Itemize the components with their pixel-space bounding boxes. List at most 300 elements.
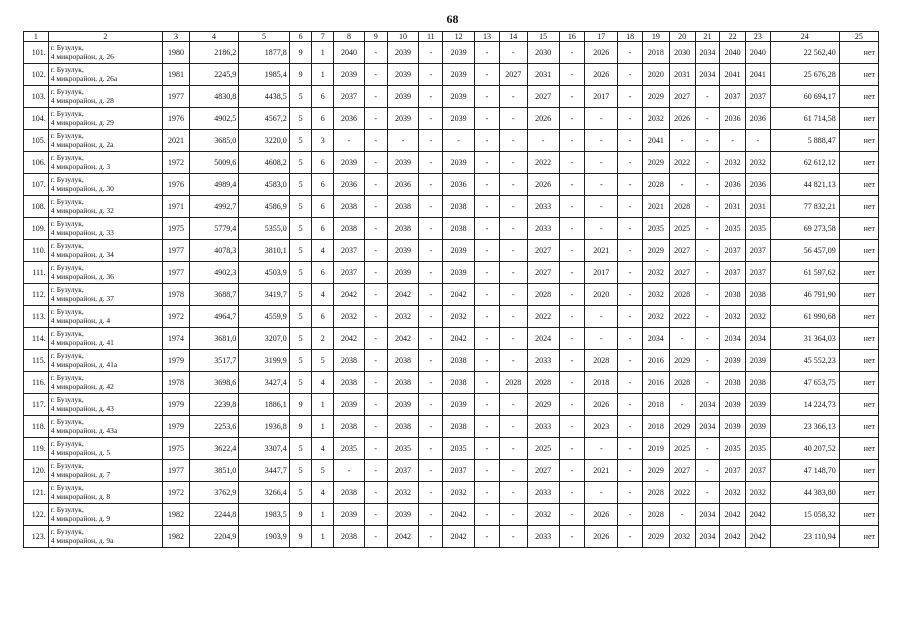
table-cell: 2034 bbox=[720, 328, 746, 350]
table-cell: - bbox=[559, 130, 585, 152]
table-cell: 2031 bbox=[745, 196, 770, 218]
table-cell: 2039 bbox=[387, 152, 419, 174]
table-cell: 2028 bbox=[669, 372, 695, 394]
table-cell: - bbox=[499, 240, 527, 262]
table-cell: 3427,4 bbox=[239, 372, 289, 394]
column-number-cell: 1 bbox=[24, 32, 49, 42]
table-cell: - bbox=[695, 372, 720, 394]
table-cell: 2020 bbox=[585, 284, 618, 306]
table-cell: 2042 bbox=[387, 328, 419, 350]
table-cell: - bbox=[559, 218, 585, 240]
table-cell: - bbox=[618, 306, 643, 328]
table-cell: - bbox=[443, 130, 475, 152]
table-cell: 2037 bbox=[334, 86, 365, 108]
row-number-cell: 116. bbox=[24, 372, 49, 394]
address-cell: г. Бузулук, 4 микрорайон, д. 28 bbox=[48, 86, 162, 108]
table-cell: - bbox=[618, 394, 643, 416]
table-cell: - bbox=[334, 130, 365, 152]
table-cell: 2039 bbox=[443, 86, 475, 108]
table-cell: - bbox=[419, 64, 443, 86]
table-cell: - bbox=[475, 504, 500, 526]
table-cell: 1981 bbox=[163, 64, 190, 86]
table-cell: 4583,0 bbox=[239, 174, 289, 196]
table-cell: 2027 bbox=[669, 240, 695, 262]
table-cell: 2035 bbox=[334, 438, 365, 460]
address-cell: г. Бузулук, 4 микрорайон, д. 36 bbox=[48, 262, 162, 284]
table-body bbox=[24, 32, 879, 548]
table-cell: 2038 bbox=[334, 526, 365, 548]
table-cell: - bbox=[475, 152, 500, 174]
row-number-cell: 107. bbox=[24, 174, 49, 196]
table-cell: 2028 bbox=[527, 284, 559, 306]
table-cell: - bbox=[419, 328, 443, 350]
column-number-cell: 23 bbox=[745, 32, 770, 42]
table-cell: 5 bbox=[289, 438, 312, 460]
address-cell: г. Бузулук, 4 микрорайон, д. 5 bbox=[48, 438, 162, 460]
table-cell: - bbox=[364, 130, 387, 152]
table-cell: - bbox=[364, 196, 387, 218]
table-row bbox=[24, 526, 879, 548]
table-cell: - bbox=[419, 350, 443, 372]
table-cell: 2032 bbox=[720, 482, 746, 504]
table-cell: 2038 bbox=[443, 372, 475, 394]
table-cell: 2026 bbox=[527, 174, 559, 196]
row-number-cell: 102. bbox=[24, 64, 49, 86]
table-cell: - bbox=[419, 306, 443, 328]
table-cell: - bbox=[585, 328, 618, 350]
column-number-cell: 3 bbox=[163, 32, 190, 42]
table-cell: 2038 bbox=[334, 416, 365, 438]
table-cell: 2039 bbox=[720, 416, 746, 438]
table-cell: 1975 bbox=[163, 218, 190, 240]
table-cell: 2041 bbox=[720, 64, 746, 86]
table-cell: нет bbox=[839, 64, 878, 86]
table-cell: 2032 bbox=[387, 306, 419, 328]
table-cell: 2037 bbox=[720, 240, 746, 262]
table-cell: 1972 bbox=[163, 306, 190, 328]
table-cell: нет bbox=[839, 130, 878, 152]
table-cell: - bbox=[695, 108, 720, 130]
table-cell: 4830,8 bbox=[189, 86, 238, 108]
table-cell: - bbox=[475, 284, 500, 306]
table-cell: - bbox=[419, 284, 443, 306]
table-cell: - bbox=[419, 240, 443, 262]
column-number-cell: 7 bbox=[312, 32, 334, 42]
table-cell: - bbox=[559, 240, 585, 262]
table-cell: 2032 bbox=[527, 504, 559, 526]
table-cell: - bbox=[618, 482, 643, 504]
row-number-cell: 114. bbox=[24, 328, 49, 350]
table-cell: 5 bbox=[289, 482, 312, 504]
table-cell: - bbox=[559, 196, 585, 218]
table-cell: - bbox=[419, 262, 443, 284]
table-cell: 2039 bbox=[387, 42, 419, 64]
table-cell: 4 bbox=[312, 482, 334, 504]
table-cell: - bbox=[499, 526, 527, 548]
table-cell: 2042 bbox=[745, 504, 770, 526]
table-cell: 2039 bbox=[745, 394, 770, 416]
address-cell: г. Бузулук, 4 микрорайон, д. 41а bbox=[48, 350, 162, 372]
table-cell: 1976 bbox=[163, 108, 190, 130]
table-cell: - bbox=[475, 240, 500, 262]
table-cell: 2029 bbox=[642, 240, 669, 262]
table-cell: 2039 bbox=[334, 152, 365, 174]
table-cell: 2018 bbox=[585, 372, 618, 394]
row-number-cell: 108. bbox=[24, 196, 49, 218]
table-cell: - bbox=[419, 460, 443, 482]
table-cell: нет bbox=[839, 240, 878, 262]
table-cell: 5 bbox=[289, 284, 312, 306]
table-cell: - bbox=[695, 350, 720, 372]
table-cell: - bbox=[364, 372, 387, 394]
table-cell: 1 bbox=[312, 42, 334, 64]
table-cell: 5 bbox=[289, 350, 312, 372]
table-cell: 62 612,12 bbox=[770, 152, 839, 174]
table-cell: 2039 bbox=[720, 394, 746, 416]
table-cell: 2039 bbox=[387, 262, 419, 284]
table-cell: 4992,7 bbox=[189, 196, 238, 218]
table-cell: 2039 bbox=[334, 504, 365, 526]
table-cell: 1976 bbox=[163, 174, 190, 196]
address-cell: г. Бузулук, 4 микрорайон, д. 32 bbox=[48, 196, 162, 218]
table-cell: 2042 bbox=[387, 284, 419, 306]
table-cell: 5 bbox=[312, 460, 334, 482]
table-cell: - bbox=[695, 152, 720, 174]
column-number-cell: 4 bbox=[189, 32, 238, 42]
table-cell: нет bbox=[839, 526, 878, 548]
table-cell: 1977 bbox=[163, 86, 190, 108]
table-cell: нет bbox=[839, 482, 878, 504]
column-number-cell: 14 bbox=[499, 32, 527, 42]
table-cell: нет bbox=[839, 262, 878, 284]
table-cell: - bbox=[618, 42, 643, 64]
table-cell: 3851,0 bbox=[189, 460, 238, 482]
table-cell: 3685,0 bbox=[189, 130, 238, 152]
table-cell: - bbox=[499, 218, 527, 240]
table-cell: 1936,8 bbox=[239, 416, 289, 438]
table-cell: 2032 bbox=[642, 306, 669, 328]
table-cell: 4438,5 bbox=[239, 86, 289, 108]
table-cell: 15 058,32 bbox=[770, 504, 839, 526]
table-cell: - bbox=[695, 482, 720, 504]
table-cell: 2037 bbox=[745, 86, 770, 108]
table-cell: нет bbox=[839, 284, 878, 306]
table-cell: - bbox=[559, 306, 585, 328]
column-number-cell: 17 bbox=[585, 32, 618, 42]
table-cell: 2253,6 bbox=[189, 416, 238, 438]
table-cell: 2036 bbox=[334, 108, 365, 130]
table-cell: - bbox=[419, 108, 443, 130]
address-cell: г. Бузулук, 4 микрорайон, д. 3 bbox=[48, 152, 162, 174]
row-number-cell: 103. bbox=[24, 86, 49, 108]
row-number-cell: 104. bbox=[24, 108, 49, 130]
table-cell: - bbox=[695, 86, 720, 108]
table-cell: 2022 bbox=[669, 152, 695, 174]
table-cell: 47 653,75 bbox=[770, 372, 839, 394]
table-cell: 2035 bbox=[387, 438, 419, 460]
column-number-cell: 21 bbox=[695, 32, 720, 42]
table-row bbox=[24, 240, 879, 262]
table-cell: 2042 bbox=[720, 526, 746, 548]
address-cell: г. Бузулук, 4 микрорайон, д. 34 bbox=[48, 240, 162, 262]
table-cell: 2024 bbox=[527, 328, 559, 350]
table-cell: 2029 bbox=[669, 416, 695, 438]
table-cell: - bbox=[419, 526, 443, 548]
table-cell: - bbox=[499, 42, 527, 64]
table-cell: - bbox=[475, 460, 500, 482]
table-cell: 2039 bbox=[387, 504, 419, 526]
address-cell: г. Бузулук, 4 микрорайон, д. 43а bbox=[48, 416, 162, 438]
table-cell: 2033 bbox=[527, 196, 559, 218]
table-cell: 1978 bbox=[163, 372, 190, 394]
table-cell: 2034 bbox=[695, 416, 720, 438]
table-cell: 2033 bbox=[527, 482, 559, 504]
table-cell: 2016 bbox=[642, 372, 669, 394]
table-cell: 2037 bbox=[720, 262, 746, 284]
row-number-cell: 120. bbox=[24, 460, 49, 482]
table-cell: 2028 bbox=[499, 372, 527, 394]
table-cell: - bbox=[618, 218, 643, 240]
table-cell: 5 bbox=[289, 130, 312, 152]
table-cell: нет bbox=[839, 416, 878, 438]
table-cell: - bbox=[720, 130, 746, 152]
table-cell: 2034 bbox=[695, 394, 720, 416]
column-number-row bbox=[24, 32, 879, 42]
table-cell: - bbox=[618, 262, 643, 284]
table-cell: 2041 bbox=[642, 130, 669, 152]
table-cell: 2038 bbox=[334, 482, 365, 504]
table-cell: 1977 bbox=[163, 240, 190, 262]
table-cell: 1974 bbox=[163, 328, 190, 350]
table-cell: 2033 bbox=[527, 350, 559, 372]
table-cell: 3266,4 bbox=[239, 482, 289, 504]
table-cell: 2027 bbox=[527, 262, 559, 284]
table-cell: 9 bbox=[289, 394, 312, 416]
table-cell: 44 383,80 bbox=[770, 482, 839, 504]
table-cell: 2039 bbox=[745, 350, 770, 372]
page-number: 68 bbox=[446, 12, 459, 26]
table-cell: 2035 bbox=[720, 438, 746, 460]
column-number-cell: 8 bbox=[334, 32, 365, 42]
table-cell: 3681,0 bbox=[189, 328, 238, 350]
table-cell: - bbox=[585, 108, 618, 130]
table-cell: 1979 bbox=[163, 350, 190, 372]
table-cell: - bbox=[475, 130, 500, 152]
table-row bbox=[24, 438, 879, 460]
table-cell: 2030 bbox=[527, 42, 559, 64]
row-number-cell: 121. bbox=[24, 482, 49, 504]
table-cell: нет bbox=[839, 174, 878, 196]
table-cell: - bbox=[618, 526, 643, 548]
table-cell: - bbox=[559, 42, 585, 64]
table-cell: - bbox=[499, 438, 527, 460]
table-cell: - bbox=[499, 504, 527, 526]
table-cell: 2039 bbox=[387, 86, 419, 108]
table-cell: 2032 bbox=[669, 526, 695, 548]
column-number-cell: 9 bbox=[364, 32, 387, 42]
table-cell: - bbox=[585, 218, 618, 240]
table-row bbox=[24, 460, 879, 482]
table-cell: нет bbox=[839, 86, 878, 108]
table-cell: нет bbox=[839, 438, 878, 460]
table-cell: - bbox=[695, 196, 720, 218]
table-cell: 4964,7 bbox=[189, 306, 238, 328]
table-cell: 2031 bbox=[527, 64, 559, 86]
table-cell: 2037 bbox=[334, 240, 365, 262]
table-cell: - bbox=[499, 482, 527, 504]
table-cell: 1978 bbox=[163, 284, 190, 306]
table-cell: нет bbox=[839, 328, 878, 350]
table-cell: - bbox=[618, 196, 643, 218]
table-cell: - bbox=[559, 284, 585, 306]
table-cell: 2027 bbox=[527, 86, 559, 108]
table-cell: 3688,7 bbox=[189, 284, 238, 306]
table-cell: - bbox=[499, 262, 527, 284]
row-number-cell: 112. bbox=[24, 284, 49, 306]
table-cell: 2037 bbox=[720, 460, 746, 482]
table-cell: 14 224,73 bbox=[770, 394, 839, 416]
table-cell: 2245,9 bbox=[189, 64, 238, 86]
table-cell: - bbox=[419, 372, 443, 394]
table-cell: - bbox=[475, 218, 500, 240]
table-cell: - bbox=[419, 42, 443, 64]
table-cell: - bbox=[364, 218, 387, 240]
table-cell: 2026 bbox=[585, 64, 618, 86]
table-cell: 2031 bbox=[669, 64, 695, 86]
table-cell: 6 bbox=[312, 306, 334, 328]
table-cell: - bbox=[585, 130, 618, 152]
table-cell: нет bbox=[839, 394, 878, 416]
table-cell: - bbox=[419, 504, 443, 526]
table-row bbox=[24, 64, 879, 86]
table-cell: 2032 bbox=[334, 306, 365, 328]
table-row bbox=[24, 306, 879, 328]
table-cell: 2028 bbox=[642, 482, 669, 504]
table-cell: - bbox=[364, 240, 387, 262]
table-cell: 2042 bbox=[334, 328, 365, 350]
table-cell: 1877,8 bbox=[239, 42, 289, 64]
table-row bbox=[24, 174, 879, 196]
table-cell: - bbox=[585, 152, 618, 174]
table-cell: 2023 bbox=[585, 416, 618, 438]
table-cell: 1886,1 bbox=[239, 394, 289, 416]
table-cell: 1971 bbox=[163, 196, 190, 218]
table-cell: - bbox=[618, 130, 643, 152]
row-number-cell: 117. bbox=[24, 394, 49, 416]
table-cell: 2016 bbox=[642, 350, 669, 372]
table-cell: - bbox=[585, 482, 618, 504]
table-cell: 6 bbox=[312, 152, 334, 174]
table-cell: 25 676,28 bbox=[770, 64, 839, 86]
table-cell: 2036 bbox=[745, 108, 770, 130]
table-cell: нет bbox=[839, 306, 878, 328]
table-cell: 2032 bbox=[745, 306, 770, 328]
table-cell: - bbox=[618, 64, 643, 86]
address-cell: г. Бузулук, 4 микрорайон, д. 7 bbox=[48, 460, 162, 482]
table-cell: 2037 bbox=[720, 86, 746, 108]
housing-register-table bbox=[23, 31, 879, 548]
address-cell: г. Бузулук, 4 микрорайон, д. 26 bbox=[48, 42, 162, 64]
table-cell: 2036 bbox=[443, 174, 475, 196]
table-cell: 2022 bbox=[527, 306, 559, 328]
table-cell: - bbox=[695, 306, 720, 328]
table-cell: 2034 bbox=[695, 64, 720, 86]
table-cell: 77 832,21 bbox=[770, 196, 839, 218]
address-cell: г. Бузулук, 4 микрорайон, д. 2а bbox=[48, 130, 162, 152]
table-cell: 2026 bbox=[585, 504, 618, 526]
table-cell: - bbox=[364, 152, 387, 174]
table-cell: - bbox=[618, 86, 643, 108]
table-cell: 2040 bbox=[334, 42, 365, 64]
table-cell: - bbox=[364, 306, 387, 328]
table-cell: 40 207,52 bbox=[770, 438, 839, 460]
table-cell: - bbox=[475, 416, 500, 438]
table-cell: - bbox=[695, 240, 720, 262]
table-cell: 2036 bbox=[720, 108, 746, 130]
table-cell: нет bbox=[839, 460, 878, 482]
table-cell: 3698,6 bbox=[189, 372, 238, 394]
table-row bbox=[24, 196, 879, 218]
table-cell: 1982 bbox=[163, 526, 190, 548]
table-cell: 9 bbox=[289, 504, 312, 526]
table-cell: - bbox=[695, 130, 720, 152]
table-cell: - bbox=[475, 42, 500, 64]
table-cell: 2033 bbox=[527, 526, 559, 548]
table-cell: - bbox=[585, 306, 618, 328]
table-cell: 2036 bbox=[720, 174, 746, 196]
table-cell: - bbox=[499, 108, 527, 130]
table-cell: 2032 bbox=[720, 306, 746, 328]
table-cell: 4503,9 bbox=[239, 262, 289, 284]
table-cell: - bbox=[669, 504, 695, 526]
table-cell: 2042 bbox=[443, 328, 475, 350]
table-row bbox=[24, 130, 879, 152]
table-cell: - bbox=[618, 152, 643, 174]
table-cell: 2028 bbox=[669, 284, 695, 306]
table-cell: 3810,1 bbox=[239, 240, 289, 262]
table-cell: 2042 bbox=[443, 526, 475, 548]
table-cell: - bbox=[618, 108, 643, 130]
table-cell: - bbox=[499, 174, 527, 196]
table-cell: 9 bbox=[289, 526, 312, 548]
table-cell: 3 bbox=[312, 130, 334, 152]
table-cell: 1 bbox=[312, 394, 334, 416]
table-cell: - bbox=[364, 438, 387, 460]
table-cell: нет bbox=[839, 504, 878, 526]
table-cell: 22 562,40 bbox=[770, 42, 839, 64]
table-cell: 1972 bbox=[163, 482, 190, 504]
table-cell: - bbox=[364, 460, 387, 482]
table-cell: 1977 bbox=[163, 262, 190, 284]
table-cell: - bbox=[559, 86, 585, 108]
table-cell: 2 bbox=[312, 328, 334, 350]
table-cell: 1 bbox=[312, 526, 334, 548]
table-cell: 5779,4 bbox=[189, 218, 238, 240]
table-cell: - bbox=[364, 526, 387, 548]
table-cell: 4567,2 bbox=[239, 108, 289, 130]
table-cell: 5 bbox=[312, 350, 334, 372]
table-cell: - bbox=[618, 240, 643, 262]
table-row bbox=[24, 108, 879, 130]
table-cell: 2022 bbox=[669, 306, 695, 328]
row-number-cell: 115. bbox=[24, 350, 49, 372]
table-cell: 5 bbox=[289, 240, 312, 262]
table-cell: - bbox=[364, 504, 387, 526]
column-number-cell: 2 bbox=[48, 32, 162, 42]
table-cell: - bbox=[618, 372, 643, 394]
row-number-cell: 105. bbox=[24, 130, 49, 152]
table-cell: 2034 bbox=[745, 328, 770, 350]
